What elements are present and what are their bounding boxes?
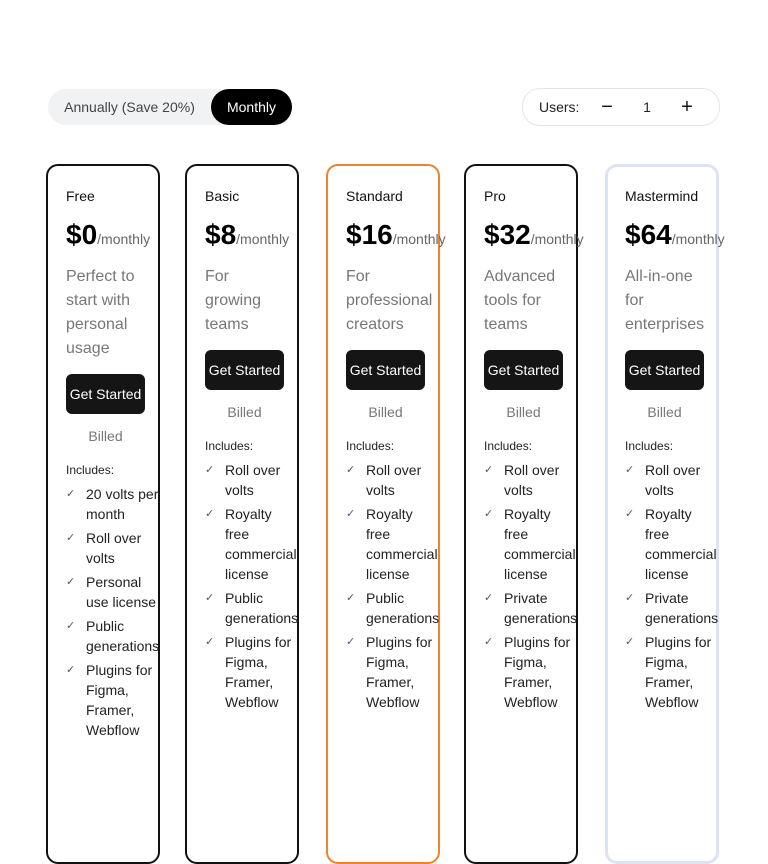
feature-text: Personal use license <box>86 574 157 610</box>
plan-name: Free <box>66 188 95 204</box>
plan-price: $0 <box>66 219 98 250</box>
plan-card-basic <box>185 164 299 864</box>
feature-text: Plugins for Figma, Framer, Webflow <box>366 634 433 710</box>
feature-item <box>346 504 440 584</box>
price-row <box>346 218 446 252</box>
feature-list <box>625 460 719 712</box>
price-period: /monthly <box>671 231 725 247</box>
feature-item <box>205 460 299 500</box>
feature-text: 20 volts per month <box>86 486 159 522</box>
get-started-button[interactable]: Get Started <box>346 350 425 390</box>
check-icon: ✓ <box>346 508 356 520</box>
includes-heading: Includes: <box>484 439 533 453</box>
feature-item <box>205 504 299 584</box>
billed-note: Billed <box>506 404 541 420</box>
feature-item <box>346 588 440 628</box>
feature-text: Public generations <box>366 590 440 626</box>
plan-description: Perfect to start with personal usage <box>66 268 135 357</box>
feature-item <box>66 484 160 524</box>
decrement-users-button[interactable]: − <box>601 96 613 118</box>
feature-text: Royalty free commercial license <box>504 506 576 582</box>
billed-note: Billed <box>647 404 682 420</box>
users-label: Users: <box>539 99 580 115</box>
price-row <box>484 218 584 252</box>
feature-list <box>205 460 297 712</box>
check-icon: ✓ <box>66 576 76 588</box>
feature-text: Plugins for Figma, Framer, Webflow <box>504 634 571 710</box>
plan-card-mastermind <box>605 164 725 864</box>
feature-list <box>66 484 158 740</box>
feature-text: Royalty free commercial license <box>366 506 438 582</box>
plan-card-standard <box>326 164 446 864</box>
billed-note: Billed <box>88 428 123 444</box>
feature-text: Private generations <box>504 590 578 626</box>
feature-item <box>484 588 578 628</box>
feature-item <box>484 460 578 500</box>
feature-text: Roll over volts <box>366 462 422 498</box>
feature-text: Royalty free commercial license <box>645 506 717 582</box>
feature-text: Public generations <box>225 590 299 626</box>
price-period: /monthly <box>236 231 290 247</box>
includes-heading: Includes: <box>625 439 674 453</box>
feature-item <box>484 632 578 712</box>
plan-description: For growing teams <box>205 268 262 333</box>
check-icon: ✓ <box>484 508 494 520</box>
check-icon: ✓ <box>346 464 356 476</box>
check-icon: ✓ <box>346 592 356 604</box>
feature-item <box>346 632 440 712</box>
feature-item <box>484 504 578 584</box>
includes-heading: Includes: <box>66 463 115 477</box>
feature-item <box>205 632 299 712</box>
includes-heading: Includes: <box>205 439 254 453</box>
plan-description: All-in-one for enterprises <box>625 268 705 333</box>
check-icon: ✓ <box>484 636 494 648</box>
check-icon: ✓ <box>205 592 215 604</box>
feature-text: Roll over volts <box>86 530 142 566</box>
check-icon: ✓ <box>66 664 76 676</box>
feature-item <box>625 504 719 584</box>
feature-item <box>66 572 160 612</box>
plan-name: Pro <box>484 188 506 204</box>
get-started-button[interactable]: Get Started <box>66 374 145 414</box>
plan-price: $64 <box>625 219 672 250</box>
users-stepper <box>522 88 720 126</box>
billing-option-annual[interactable]: Annually (Save 20%) <box>64 99 195 115</box>
feature-text: Roll over volts <box>645 462 701 498</box>
check-icon: ✓ <box>205 636 215 648</box>
feature-item <box>66 616 160 656</box>
feature-text: Plugins for Figma, Framer, Webflow <box>645 634 712 710</box>
feature-item <box>625 460 719 500</box>
feature-text: Plugins for Figma, Framer, Webflow <box>225 634 292 710</box>
price-period: /monthly <box>97 231 151 247</box>
users-count[interactable]: 1 <box>643 99 651 115</box>
price-row <box>625 218 725 252</box>
billed-note: Billed <box>227 404 262 420</box>
billing-toggle <box>48 89 292 125</box>
plan-description: For professional creators <box>346 268 433 333</box>
price-period: /monthly <box>530 231 584 247</box>
check-icon: ✓ <box>484 464 494 476</box>
billed-note: Billed <box>368 404 403 420</box>
plan-price: $8 <box>205 219 237 250</box>
price-row <box>205 218 297 252</box>
feature-item <box>625 632 719 712</box>
feature-list <box>484 460 576 712</box>
check-icon: ✓ <box>484 592 494 604</box>
check-icon: ✓ <box>205 508 215 520</box>
feature-item <box>66 660 160 740</box>
includes-heading: Includes: <box>346 439 395 453</box>
check-icon: ✓ <box>625 592 635 604</box>
check-icon: ✓ <box>66 488 76 500</box>
feature-item <box>625 588 719 628</box>
feature-text: Roll over volts <box>504 462 560 498</box>
get-started-button[interactable]: Get Started <box>484 350 563 390</box>
price-row <box>66 218 158 252</box>
feature-item <box>346 460 440 500</box>
increment-users-button[interactable]: + <box>681 96 693 118</box>
feature-text: Public generations <box>86 618 160 654</box>
check-icon: ✓ <box>346 636 356 648</box>
price-period: /monthly <box>392 231 446 247</box>
feature-item <box>66 528 160 568</box>
feature-list <box>346 460 438 712</box>
check-icon: ✓ <box>66 532 76 544</box>
plan-name: Standard <box>346 188 403 204</box>
check-icon: ✓ <box>205 464 215 476</box>
plan-name: Mastermind <box>625 188 699 204</box>
feature-text: Private generations <box>645 590 719 626</box>
check-icon: ✓ <box>625 508 635 520</box>
plan-card-free <box>46 164 160 864</box>
plan-card-pro <box>464 164 584 864</box>
check-icon: ✓ <box>625 464 635 476</box>
check-icon: ✓ <box>66 620 76 632</box>
get-started-button[interactable]: Get Started <box>205 350 284 390</box>
plan-description: Advanced tools for teams <box>484 268 556 333</box>
feature-text: Plugins for Figma, Framer, Webflow <box>86 662 153 738</box>
plan-name: Basic <box>205 188 240 204</box>
check-icon: ✓ <box>625 636 635 648</box>
get-started-button[interactable]: Get Started <box>625 350 704 390</box>
feature-text: Roll over volts <box>225 462 281 498</box>
billing-option-monthly[interactable]: Monthly <box>211 89 292 125</box>
plan-price: $16 <box>346 219 393 250</box>
feature-item <box>205 588 299 628</box>
plan-price: $32 <box>484 219 531 250</box>
feature-text: Royalty free commercial license <box>225 506 297 582</box>
